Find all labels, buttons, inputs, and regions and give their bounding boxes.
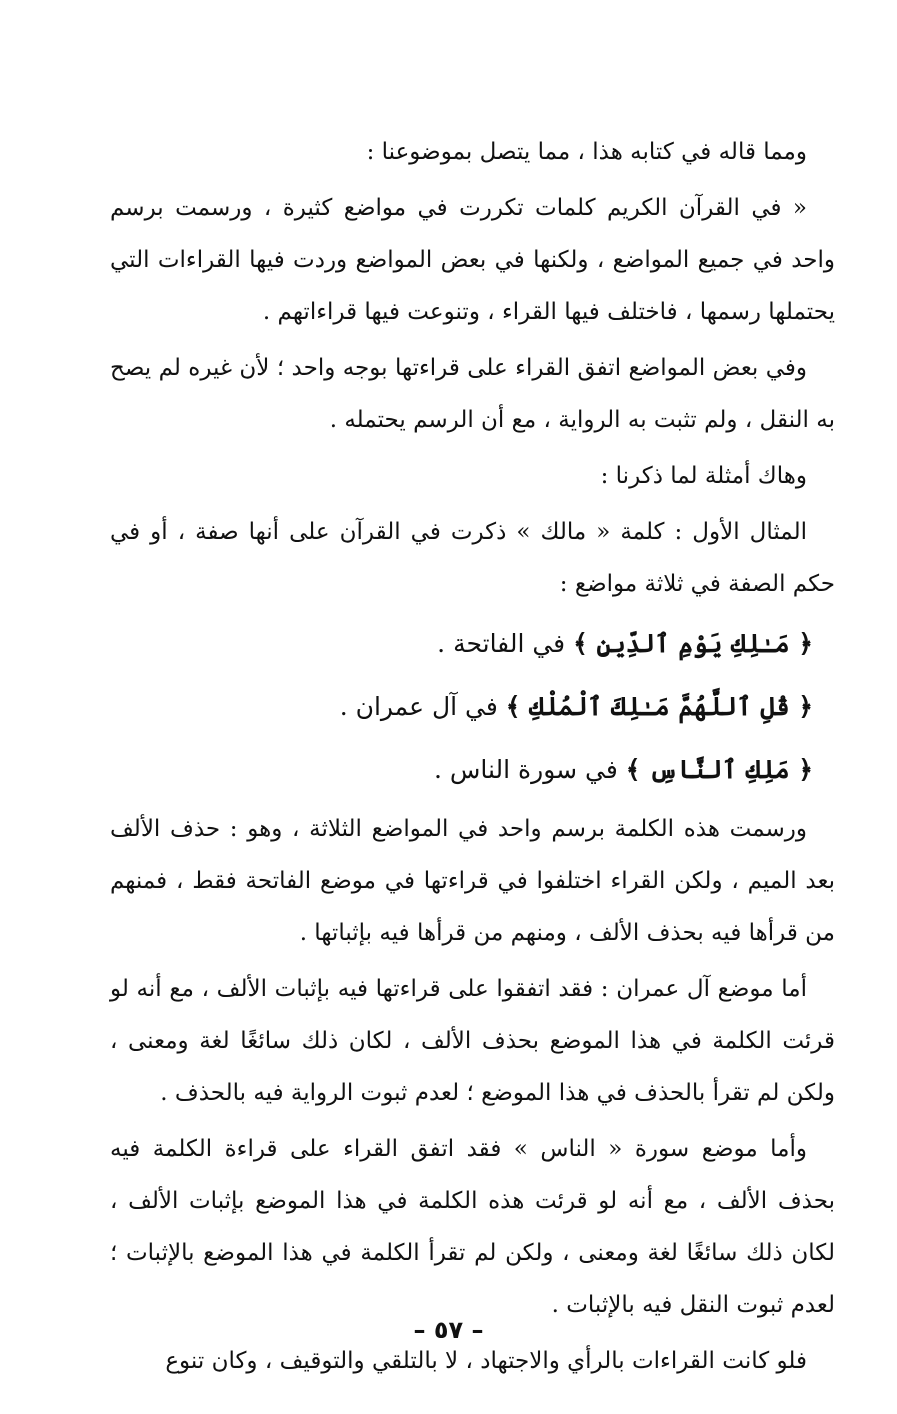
paragraph: أما موضع آل عمران : فقد اتفقوا على قراءتها فيه بإثبات الألف ، مع أنه لو قرئت الكلمة في هذا الموضع بحذف الألف ، لكان ذلك سائغًا لغة ومعنى ، ولكن لم تقرأ بالحذف في هذا الموضع ؛ لعدم ثبوت الرواية فيه بالحذف . xyxy=(110,976,835,1106)
paragraph: ومما قاله في كتابه هذا ، مما يتصل بموضوعنا : xyxy=(366,139,807,165)
paragraph: المثال الأول : كلمة « مالك » ذكرت في القرآن على أنها صفة ، أو في حكم الصفة في ثلاثة مواضع : xyxy=(110,519,835,597)
verse-line xyxy=(110,614,835,673)
verse-line xyxy=(110,740,835,799)
paragraph: وفي بعض المواضع اتفق القراء على قراءتها بوجه واحد ؛ لأن غيره لم يصح به النقل ، ولم تثبت به الرواية ، مع أن الرسم يحتمله . xyxy=(110,355,835,433)
verse-line xyxy=(110,677,835,736)
quran-verse: ﴿ مَلِكِ ٱلنَّاسِ ﴾ xyxy=(625,755,813,784)
paragraph: « في القرآن الكريم كلمات تكررت في مواضع كثيرة ، ورسمت برسم واحد في جميع المواضع ، ولكنها في بعض المواضع وردت فيها القراءات التي يحتملها رسمها ، فاختلف فيها القراء ، وتنوعت فيها قراءاتهم . xyxy=(110,195,835,325)
quran-verse: ﴿ قُلِ ٱللَّهُمَّ مَـٰلِكَ ٱلْمُلْكِ ﴾ xyxy=(505,692,813,721)
page-number: – ٥٧ – xyxy=(413,1316,484,1344)
paragraph: وأما موضع سورة « الناس » فقد اتفق القراء على قراءة الكلمة فيه بحذف الألف ، مع أنه لو قرئت هذه الكلمة في هذا الموضع بإثبات الألف ، لكان ذلك سائغًا لغة ومعنى ، ولكن لم تقرأ الكلمة في هذا الموضع بالإثبات ؛ لعدم ثبوت النقل فيه بالإثبات . xyxy=(110,1136,835,1318)
verse-location: في الفاتحة . xyxy=(437,629,566,658)
paragraph: ورسمت هذه الكلمة برسم واحد في المواضع الثلاثة ، وهو : حذف الألف بعد الميم ، ولكن القراء اختلفوا في قراءتها في موضع الفاتحة فقط ، فمنهم من قرأها فيه بحذف الألف ، ومنهم من قرأها فيه بإثباتها . xyxy=(110,816,835,946)
body-text xyxy=(110,126,835,1391)
paragraph: فلو كانت القراءات بالرأي والاجتهاد ، لا بالتلقي والتوقيف ، وكان تنوع xyxy=(165,1348,807,1374)
verse-location: في آل عمران . xyxy=(339,692,498,721)
paragraph: وهاك أمثلة لما ذكرنا : xyxy=(600,463,807,489)
quran-verse: ﴿ مَـٰلِكِ يَوْمِ ٱلدِّينِ ﴾ xyxy=(573,629,813,658)
verse-location: في سورة الناس . xyxy=(433,755,618,784)
